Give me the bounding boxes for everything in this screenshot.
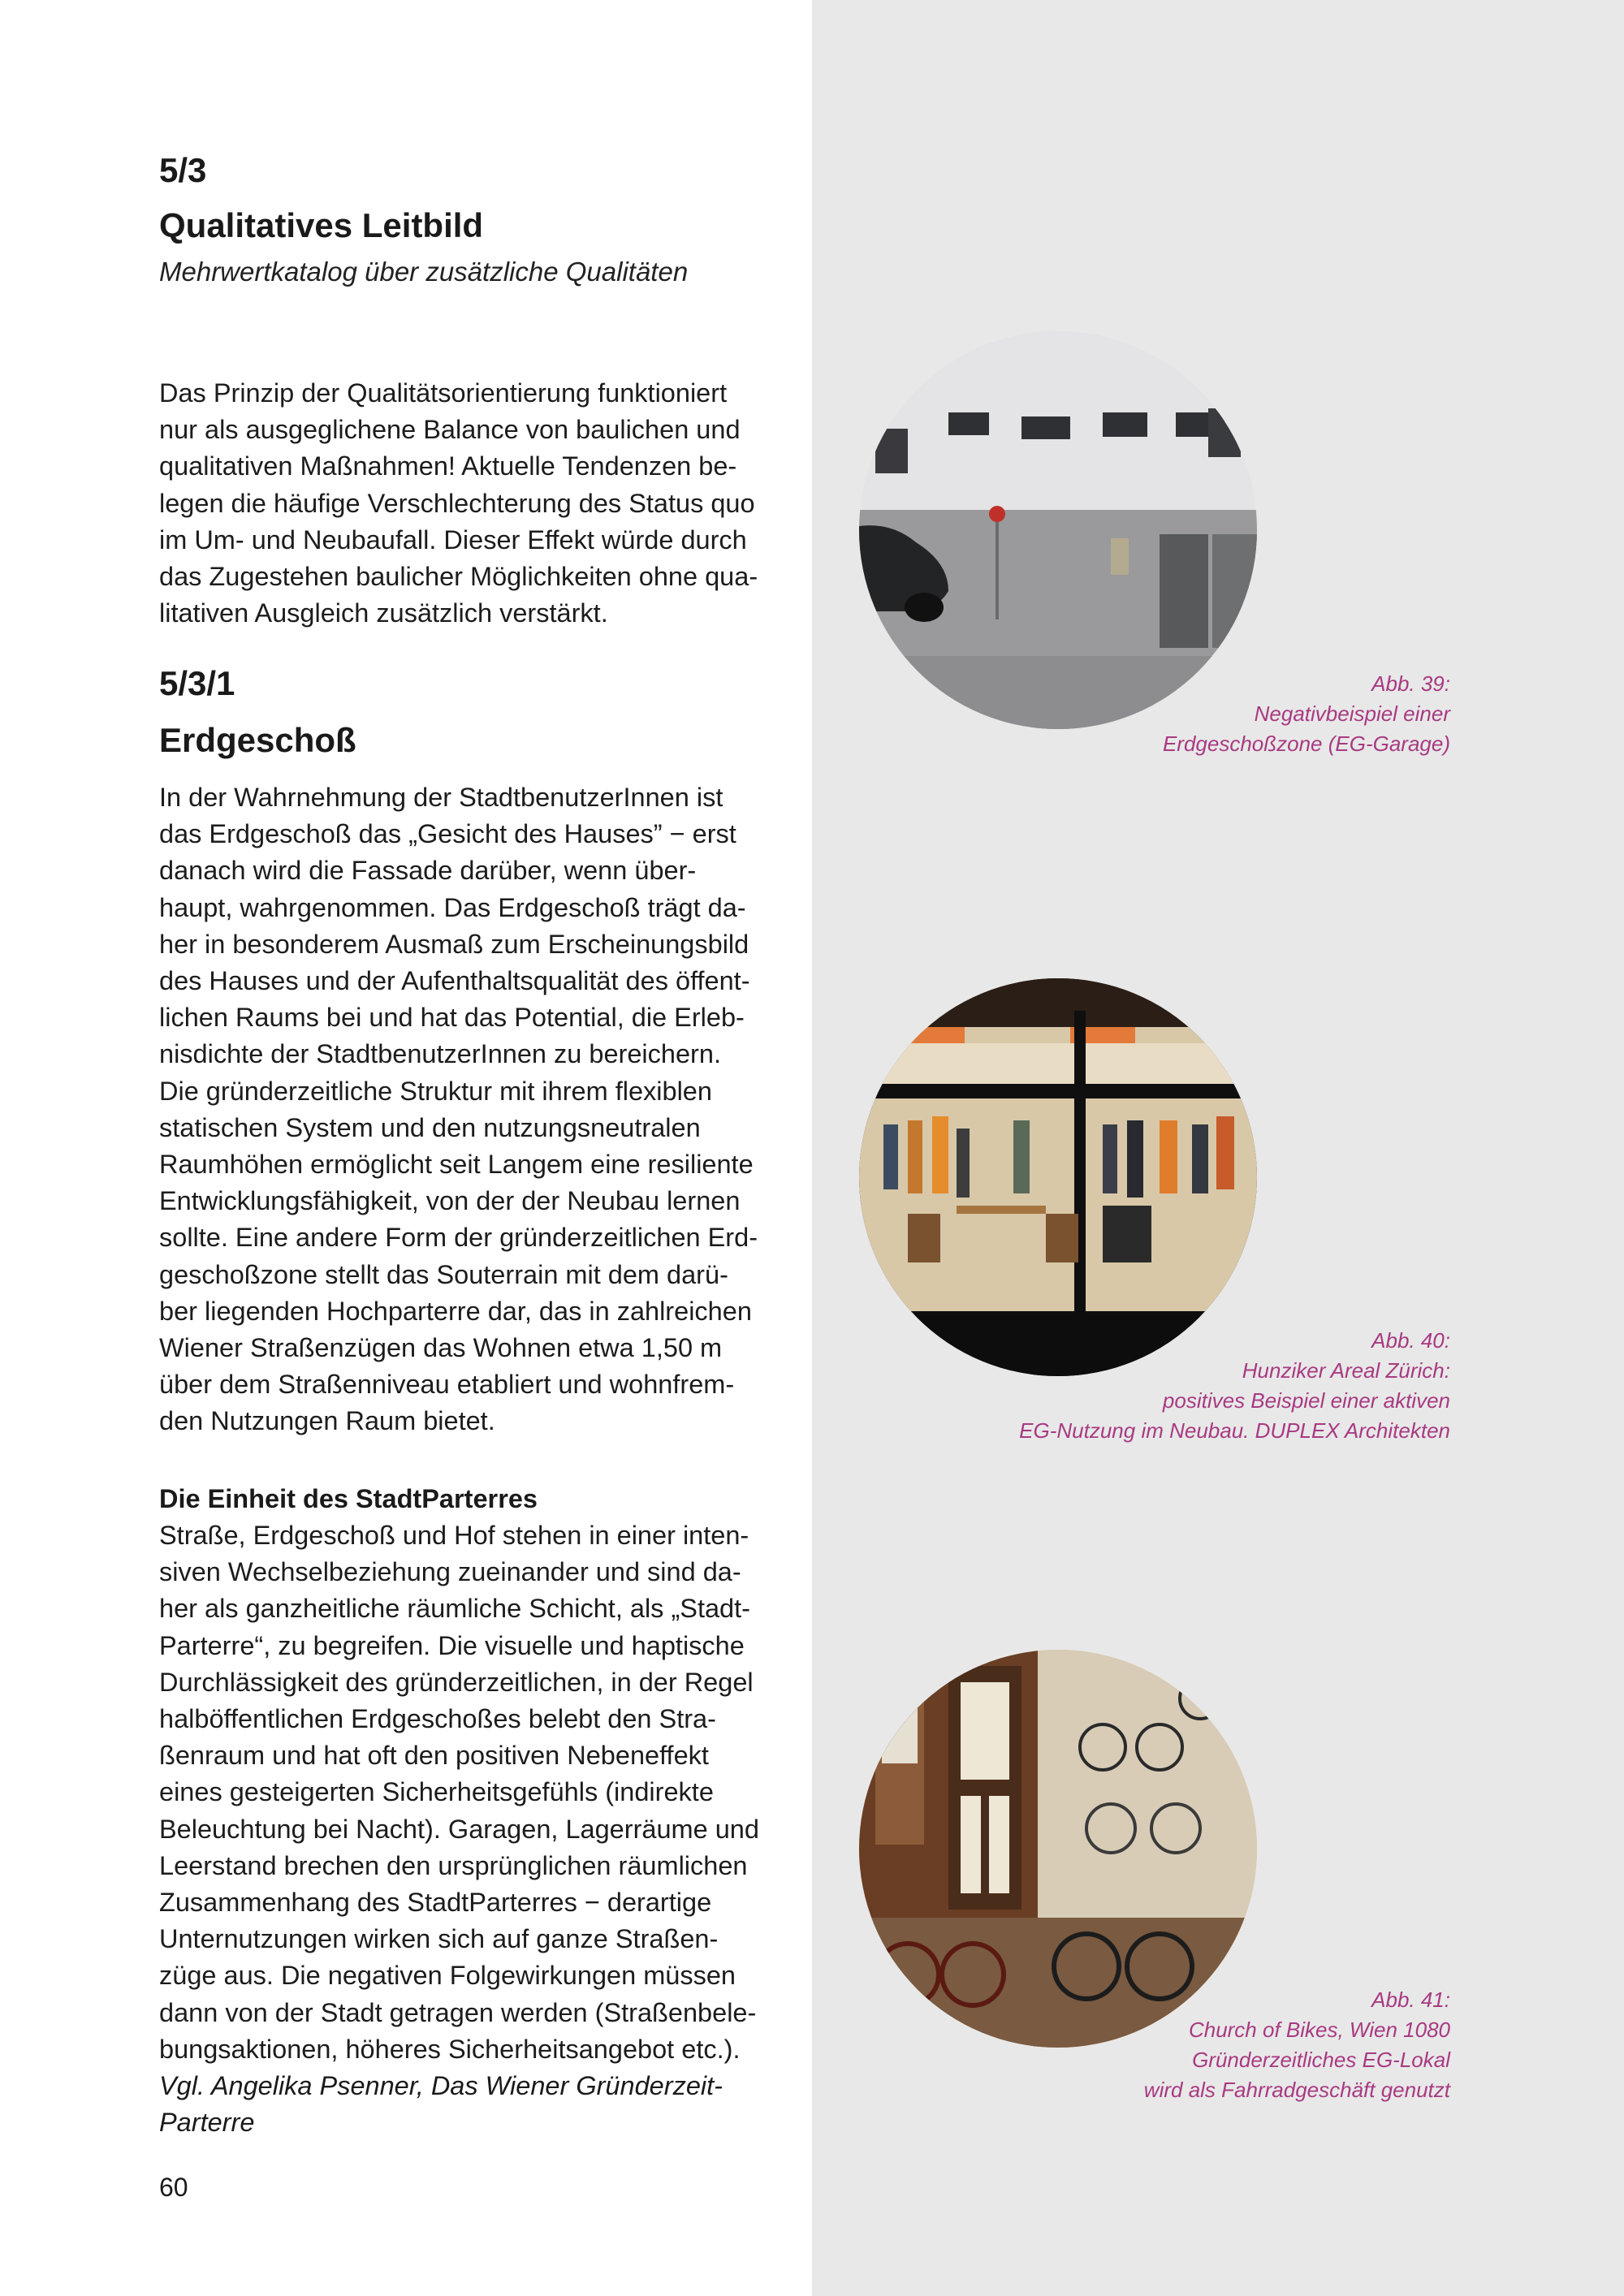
intro-paragraph (159, 375, 780, 632)
parterre-line: Leerstand brechen den ursprünglichen räumlichen (159, 1850, 748, 1880)
body-line: des Hauses und der Aufenthaltsqualität des öffent- (159, 966, 750, 996)
parterre-line: züge aus. Die negativen Folgewirkungen müssen (159, 1961, 736, 1991)
caption-line: positives Beispiel einer aktiven (1162, 1388, 1450, 1413)
body-line: her in besonderem Ausmaß zum Erscheinungsbild (159, 929, 749, 959)
caption-line: Gründerzeitliches EG-Lokal (1192, 2048, 1450, 2072)
reference-line: Vgl. Angelika Psenner, Das Wiener Gründerzeit- (159, 2071, 723, 2101)
intro-line: litativen Ausgleich zusätzlich verstärkt. (159, 598, 608, 628)
caption-line: EG-Nutzung im Neubau. DUPLEX Architekten (1019, 1418, 1450, 1443)
caption-abb-39 (866, 669, 1450, 759)
body-line: sollte. Eine andere Form der gründerzeitlichen Erd- (159, 1223, 758, 1253)
subsection-title: Erdgeschoß (159, 721, 356, 759)
reference-line: Parterre (159, 2108, 255, 2138)
subsection-body (159, 779, 780, 1440)
parterre-line: siven Wechselbeziehung zueinander und sind da- (159, 1557, 741, 1587)
parterre-line: Parterre“, zu begreifen. Die visuelle und haptische (159, 1630, 745, 1660)
intro-line: legen die häufige Verschlechterung des Status quo (159, 488, 755, 518)
intro-line: Das Prinzip der Qualitätsorientierung funktioniert (159, 378, 728, 408)
body-line: über dem Straßenniveau etabliert und wohnfrem- (159, 1370, 735, 1400)
body-line: haupt, wahrgenommen. Das Erdgeschoß trägt da- (159, 892, 746, 922)
caption-abb-41 (866, 1985, 1450, 2105)
parterre-section (159, 1481, 780, 2141)
parterre-line: Unternutzungen wirken sich auf ganze Straßen- (159, 1924, 719, 1954)
body-line: geschoßzone stellt das Souterrain mit dem darü- (159, 1259, 728, 1289)
parterre-line: Beleuchtung bei Nacht). Garagen, Lagerräume und (159, 1814, 759, 1844)
body-line: Raumhöhen ermöglicht seit Langem eine resiliente (159, 1150, 754, 1180)
parterre-heading: Die Einheit des StadtParterres (159, 1484, 538, 1513)
intro-line: qualitativen Maßnahmen! Aktuelle Tendenzen be- (159, 451, 737, 481)
photo-hunziker-areal (859, 978, 1257, 1376)
body-line: nisdichte der StadtbenutzerInnen zu bereichern. (159, 1039, 721, 1069)
subsection-number: 5/3/1 (159, 664, 235, 702)
body-line: lichen Raums bei und hat das Potential, die Erleb- (159, 1003, 745, 1033)
body-line: den Nutzungen Raum bietet. (159, 1406, 495, 1436)
section-title: Qualitatives Leitbild (159, 206, 484, 244)
section-subtitle: Mehrwertkatalog über zusätzliche Qualitäten (159, 257, 689, 287)
parterre-line: dann von der Stadt getragen werden (Straßenbele- (159, 1997, 757, 2027)
caption-line: Church of Bikes, Wien 1080 (1188, 2018, 1450, 2042)
body-line: Wiener Straßenzügen das Wohnen etwa 1,50 m (159, 1333, 723, 1363)
parterre-line: eines gesteigerten Sicherheitsgefühls (indirekte (159, 1777, 714, 1807)
parterre-line: Zusammenhang des StadtParterres − derartige (159, 1888, 712, 1918)
caption-line: Negativbeispiel einer (1254, 701, 1450, 726)
body-line: statischen System und den nutzungsneutralen (159, 1112, 701, 1142)
body-line: ber liegenden Hochparterre dar, das in zahlreichen (159, 1296, 752, 1326)
caption-label: Abb. 39: (1371, 671, 1450, 696)
body-line: das Erdgeschoß das „Gesicht des Hauses” − erst (159, 819, 736, 849)
intro-line: im Um- und Neubaufall. Dieser Effekt würde durch (159, 524, 747, 555)
body-line: danach wird die Fassade darüber, wenn über- (159, 856, 697, 886)
caption-label: Abb. 40: (1371, 1328, 1450, 1353)
caption-abb-40 (866, 1326, 1450, 1446)
body-line: Die gründerzeitliche Struktur mit ihrem flexiblen (159, 1076, 712, 1106)
body-line: Entwicklungsfähigkeit, von der der Neubau lernen (159, 1186, 741, 1216)
caption-line: wird als Fahrradgeschäft genutzt (1143, 2078, 1450, 2102)
page-number: 60 (159, 2173, 188, 2202)
parterre-line: her als ganzheitliche räumliche Schicht, als „Stadt- (159, 1594, 750, 1624)
section-number: 5/3 (159, 151, 207, 189)
caption-line: Erdgeschoßzone (EG-Garage) (1162, 732, 1450, 756)
section-header (159, 151, 780, 287)
parterre-line: bungsaktionen, höheres Sicherheitsangebot etc.). (159, 2034, 741, 2064)
caption-label: Abb. 41: (1371, 1987, 1450, 2012)
parterre-line: Straße, Erdgeschoß und Hof stehen in einer inten- (159, 1521, 749, 1550)
intro-line: nur als ausgeglichene Balance von baulichen und (159, 415, 741, 445)
parterre-line: halböffentlichen Erdgeschoßes belebt den Stra- (159, 1704, 716, 1734)
parterre-line: Durchlässigkeit des gründerzeitlichen, in der Regel (159, 1667, 754, 1697)
body-line: In der Wahrnehmung der StadtbenutzerInnen ist (159, 783, 723, 812)
caption-line: Hunziker Areal Zürich: (1242, 1358, 1450, 1383)
subsection-header (159, 664, 780, 760)
intro-line: das Zugestehen baulicher Möglichkeiten ohne qua- (159, 562, 758, 592)
parterre-line: ßenraum und hat oft den positiven Nebeneffekt (159, 1741, 709, 1771)
